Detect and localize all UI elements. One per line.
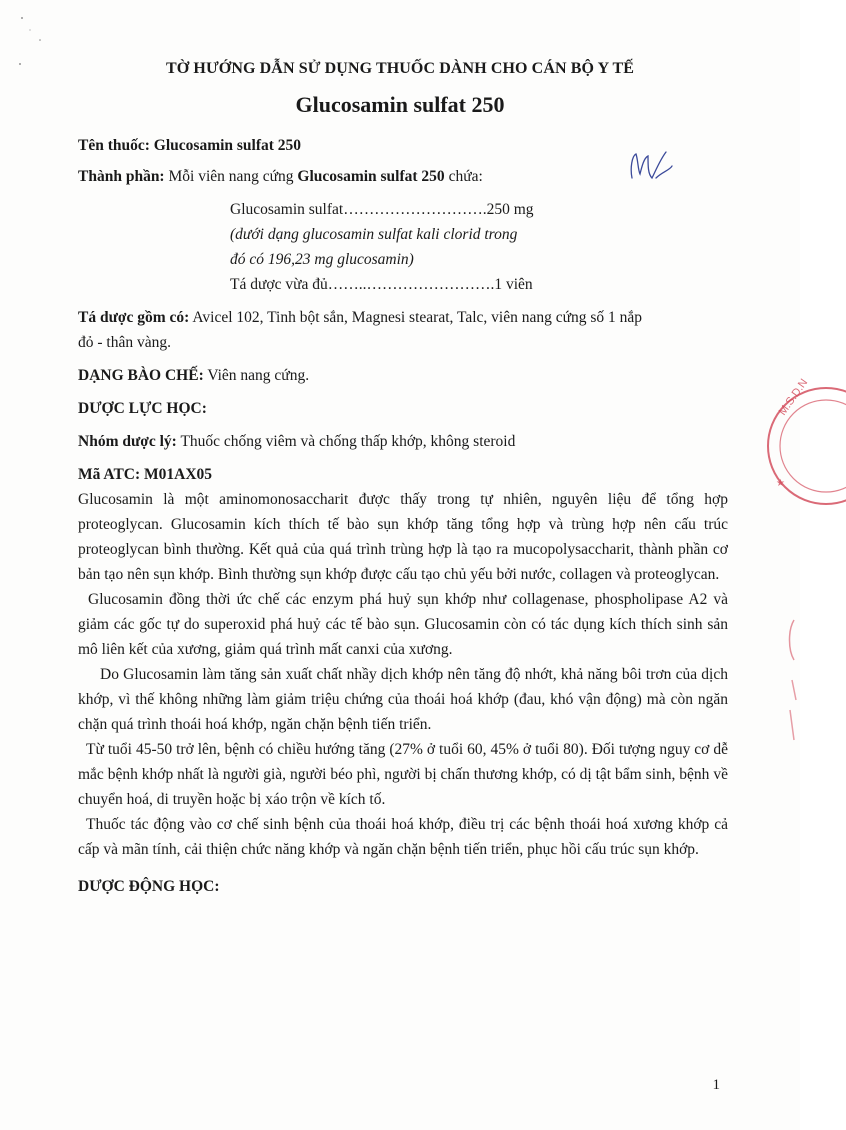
paragraph-5: Thuốc tác động vào cơ chế sinh bệnh của thoái hoá khớp, điều trị các bệnh thoái hoá xương khớp cả cấp và mãn tính, cải thiện chức năng khớp và ngăn chặn bệnh tiến triển, phục hồi cấu trúc sụn khớp.: [78, 816, 728, 858]
drug-name-label: Tên thuốc:: [78, 137, 150, 154]
dosage-form-line: [78, 363, 728, 388]
drug-name-line: [78, 133, 728, 158]
product-title: Glucosamin sulfat 250: [295, 92, 505, 117]
composition-intro: Mỗi viên nang cứng: [168, 168, 294, 185]
pharmacologic-group-line: [78, 429, 728, 454]
ingredient-note-line2: đó có 196,23 mg glucosamin): [230, 251, 414, 268]
excipients-label: Tá dược gồm có:: [78, 309, 190, 326]
paragraph-1: Glucosamin là một aminomonosaccharit được thấy trong tự nhiên, nguyên liệu để tổng hợp proteoglycan. Glucosamin kích thích tế bào sụn khớp tăng tổng hợp và trùng hợp nên cấu trúc proteoglycan bình thường. Kết quả của quá trình trùng hợp là tạo ra mucopolysaccharit, thành phần cơ bản tạo nên sụn khớp. Bình thường sụn khớp được cấu tạo chủ yếu bởi nước, collagen và proteoglycan.: [78, 491, 728, 583]
excipients-value-line2: đỏ - thân vàng.: [78, 334, 171, 351]
drug-name-value: Glucosamin sulfat 250: [153, 137, 302, 154]
composition-label: Thành phần:: [78, 168, 165, 185]
composition-product: Glucosamin sulfat 250: [297, 168, 445, 185]
excipients-line: [78, 305, 728, 330]
composition-suffix: chứa:: [448, 168, 483, 185]
paragraph-4: Từ tuổi 45-50 trở lên, bệnh có chiều hướng tăng (27% ở tuổi 60, 45% ở tuổi 80). Đối tượng nguy cơ dễ mắc bệnh khớp nhất là người già, người béo phì, người bị chấn thương khớp, có dị tật bẩm sinh, bệnh về chuyển hoá, di truyền hoặc bị xáo trộn về kích tố.: [78, 741, 728, 808]
composition-line: [78, 164, 728, 189]
excipient-quantity-line: Tá dược vừa đủ……..…………………….1 viên: [230, 276, 533, 293]
ingredient-line: Glucosamin sulfat……………………….250 mg: [230, 201, 534, 218]
document-body: [78, 133, 728, 899]
dosage-form-value: Viên nang cứng.: [207, 367, 310, 384]
atc-code: Mã ATC: M01AX05: [78, 466, 213, 483]
paragraph-3: Do Glucosamin làm tăng sản xuất chất nhầy dịch khớp nên tăng độ nhớt, khả năng bôi trơn của dịch khớp, vì thế không những làm giảm triệu chứng của thoái hoá khớp (đau, khó vận động) mà còn ngăn chặn quá trình thoái hoá khớp, ngăn chặn bệnh tiến triển.: [78, 666, 728, 733]
page-number: 1: [712, 1077, 720, 1093]
paragraph-2: Glucosamin đồng thời ức chế các enzym phá huỷ sụn khớp như collagenase, phospholipase A2 và giảm các gốc tự do superoxid phá huỷ các tế bào sụn. Glucosamin còn có tác dụng kích thích sinh sản mô liên kết của xương, giảm quá trình mất canxi của xương.: [78, 591, 728, 658]
svg-text:★: ★: [776, 478, 785, 489]
document-header-title: TỜ HƯỚNG DẪN SỬ DỤNG THUỐC DÀNH CHO CÁN BỘ Y TẾ: [166, 60, 634, 77]
pharmacodynamics-heading: DƯỢC LỰC HỌC:: [78, 400, 207, 417]
ingredient-note-line1: (dưới dạng glucosamin sulfat kali clorid trong: [230, 226, 518, 243]
edge-stamp-fragment: [780, 610, 800, 770]
composition-detail: [78, 197, 728, 297]
pharmacokinetics-heading: DƯỢC ĐỘNG HỌC:: [78, 878, 220, 895]
excipients-value-line1: Avicel 102, Tinh bột sắn, Magnesi stearat, Talc, viên nang cứng số 1 nắp: [192, 309, 643, 326]
stamp-text: M.S.D.N: [776, 376, 811, 418]
dosage-form-label: DẠNG BÀO CHẾ:: [78, 367, 204, 384]
pharmacologic-group-label: Nhóm dược lý:: [78, 433, 177, 450]
pharmacologic-group-value: Thuốc chống viêm và chống thấp khớp, không steroid: [180, 433, 516, 450]
company-stamp: [756, 376, 846, 516]
